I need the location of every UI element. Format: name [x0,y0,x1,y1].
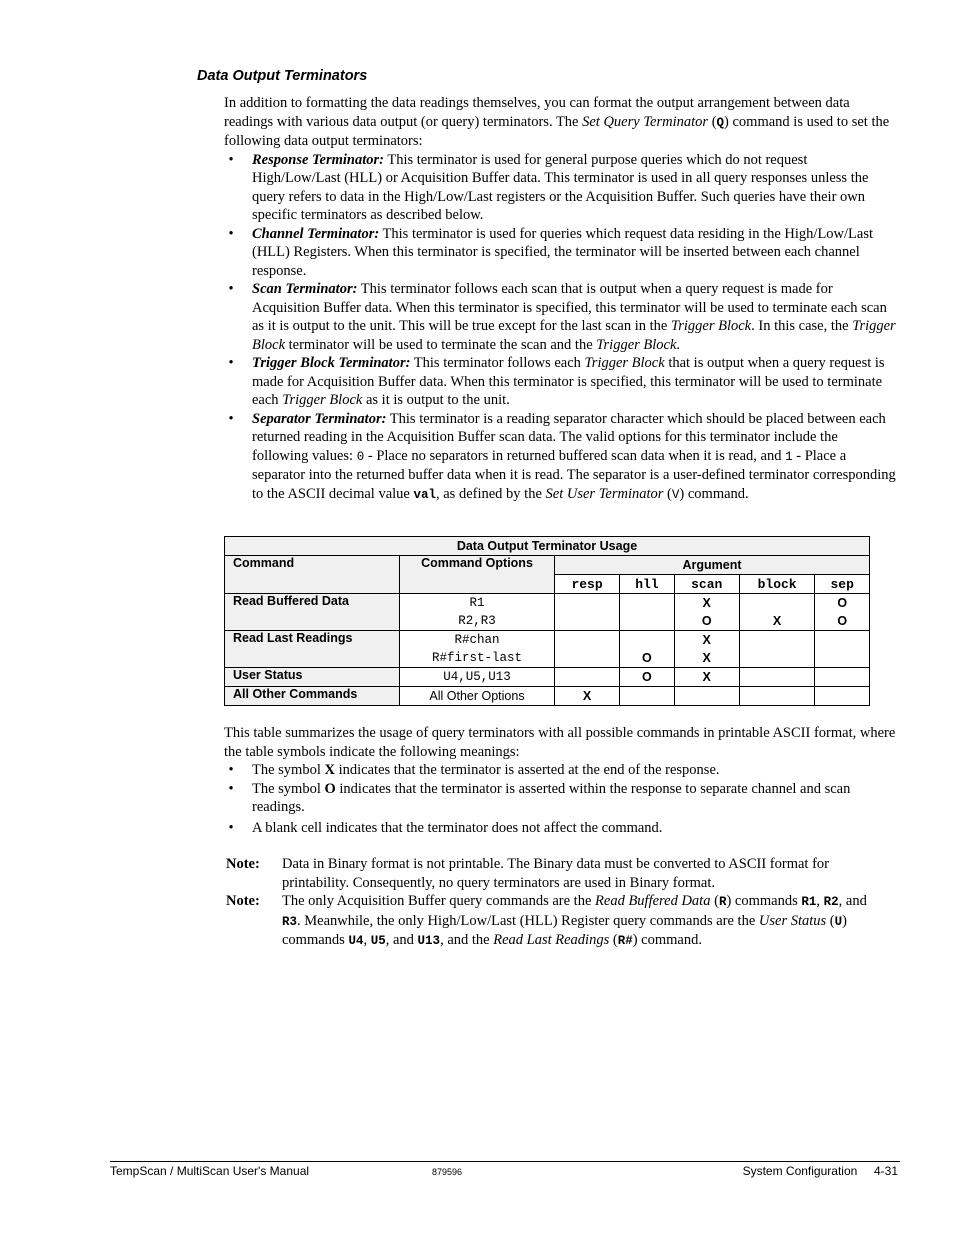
table-row [225,594,870,631]
footer-manual-title: TempScan / MultiScan User's Manual [110,1164,310,1178]
table-row [225,631,870,668]
cell-sep: O O [815,594,870,631]
notes-block [224,855,884,951]
symbol-list [224,761,896,837]
section-heading: Data Output Terminators [197,68,368,84]
arg-resp: resp [555,575,620,594]
row-options: All Other Options [400,687,555,706]
arg-block: block [739,575,815,594]
cell-scan [674,687,739,706]
header-argument: Argument [555,556,870,575]
cell-sep [815,668,870,687]
row-command: All Other Commands [225,687,400,706]
row-command: Read Buffered Data [225,594,400,631]
row-options: U4,U5,U13 [400,668,555,687]
cell-hll [620,594,675,631]
cell-hll: O [620,668,675,687]
cell-resp: X [555,687,620,706]
arg-sep: sep [815,575,870,594]
cell-scan: X X [674,631,739,668]
summary-block [224,724,896,837]
row-options: R#chan R#first-last [400,631,555,668]
row-command: User Status [225,668,400,687]
cell-resp [555,594,620,631]
intro-paragraph: In addition to formatting the data readings themselves, you can format the output arrangement between data readings with various data output (or query) terminators. The Set Query Terminator (Q) command is used to set the following data output terminators: [224,95,890,149]
header-command: Command [225,556,400,594]
list-item-symbol-x: • The symbol X indicates that the terminator is asserted at the end of the response. [228,762,720,778]
note-binary: Note: Data in Binary format is not printable. The Binary data must be converted to ASCII format for printability. Consequently, no query terminators are used in Binary format. [226,856,829,891]
footer-page-ref: System Configuration 4-31 [742,1164,898,1178]
list-item-response: • Response Terminator: This terminator is used for general purpose queries which do not request High/Low/Last (HLL) or Acquisition Buffer data. This terminator is used in all query responses unless the query refers to data in the High/Low/Last registers or the Acquisition Buffer. Such queries have their own specific terminators as described below. [228,151,869,223]
header-command-options: Command Options [400,556,555,594]
table-title: Data Output Terminator Usage [225,537,870,556]
cell-resp [555,631,620,668]
arg-hll: hll [620,575,675,594]
footer-part-number: 879596 [432,1167,463,1177]
terminator-list [224,151,896,505]
note-query-commands: Note: The only Acquisition Buffer query commands are the Read Buffered Data (R) commands R1, R2, and R3. Meanwhile, the only High/Low/Last (HLL) Register query commands are the User Status (U) commands U4, U5, and U13, and the Read Last Readings (R#) command. [226,893,867,948]
list-item-symbol-o: • The symbol O indicates that the terminator is asserted within the response to separate channel and scan readings. [228,780,851,815]
arg-scan: scan [674,575,739,594]
row-command: Read Last Readings [225,631,400,668]
list-item-scan: • Scan Terminator: This terminator follows each scan that is output when a query request is made for Acquisition Buffer data. When this terminator is specified, this terminator will be used to terminate each scan as it is output to the unit. This will be true except for the last scan in the Trigger Block. In this case, the Trigger Block terminator will be used to terminate the scan and the Trigger Block. [228,281,896,353]
terminator-usage-table [224,536,870,706]
cell-block [739,687,815,706]
cell-scan: X [674,668,739,687]
cell-hll [620,687,675,706]
table-row [225,687,870,706]
list-item-separator: • Separator Terminator: This terminator is a reading separator character which should be placed between each returned reading in the Acquisition Buffer scan data. The valid options for this terminator include the following values: 0 - Place no separators in returned buffered scan data when it is read, and 1 - Place a separator into the returned buffer data when it is read. The separator is a user-defined terminator corresponding to the ASCII decimal value val, as defined by the Set User Terminator (V) command. [228,410,896,502]
cell-sep [815,631,870,668]
table-row [225,668,870,687]
cell-block: X [739,594,815,631]
row-options: R1 R2,R3 [400,594,555,631]
list-item-blank: • A blank cell indicates that the terminator does not affect the command. [228,819,663,836]
cell-scan: X O [674,594,739,631]
cell-resp [555,668,620,687]
intro-block [224,94,896,504]
cell-hll: O [620,631,675,668]
cell-block [739,668,815,687]
list-item-trigger-block: • Trigger Block Terminator: This terminator follows each Trigger Block that is output when a query request is made for Acquisition Buffer data. When this terminator is specified, this terminator will be used to terminate each Trigger Block as it is output to the unit. [228,355,885,408]
list-item-channel: • Channel Terminator: This terminator is used for queries which request data residing in the High/Low/Last (HLL) Registers. When this terminator is specified, the terminator will be inserted between each channel response. [228,225,874,279]
summary-paragraph: This table summarizes the usage of query terminators with all possible commands in printable ASCII format, where the table symbols indicate the following meanings: [224,725,896,760]
cell-sep [815,687,870,706]
cell-block [739,631,815,668]
footer-divider [110,1161,900,1162]
